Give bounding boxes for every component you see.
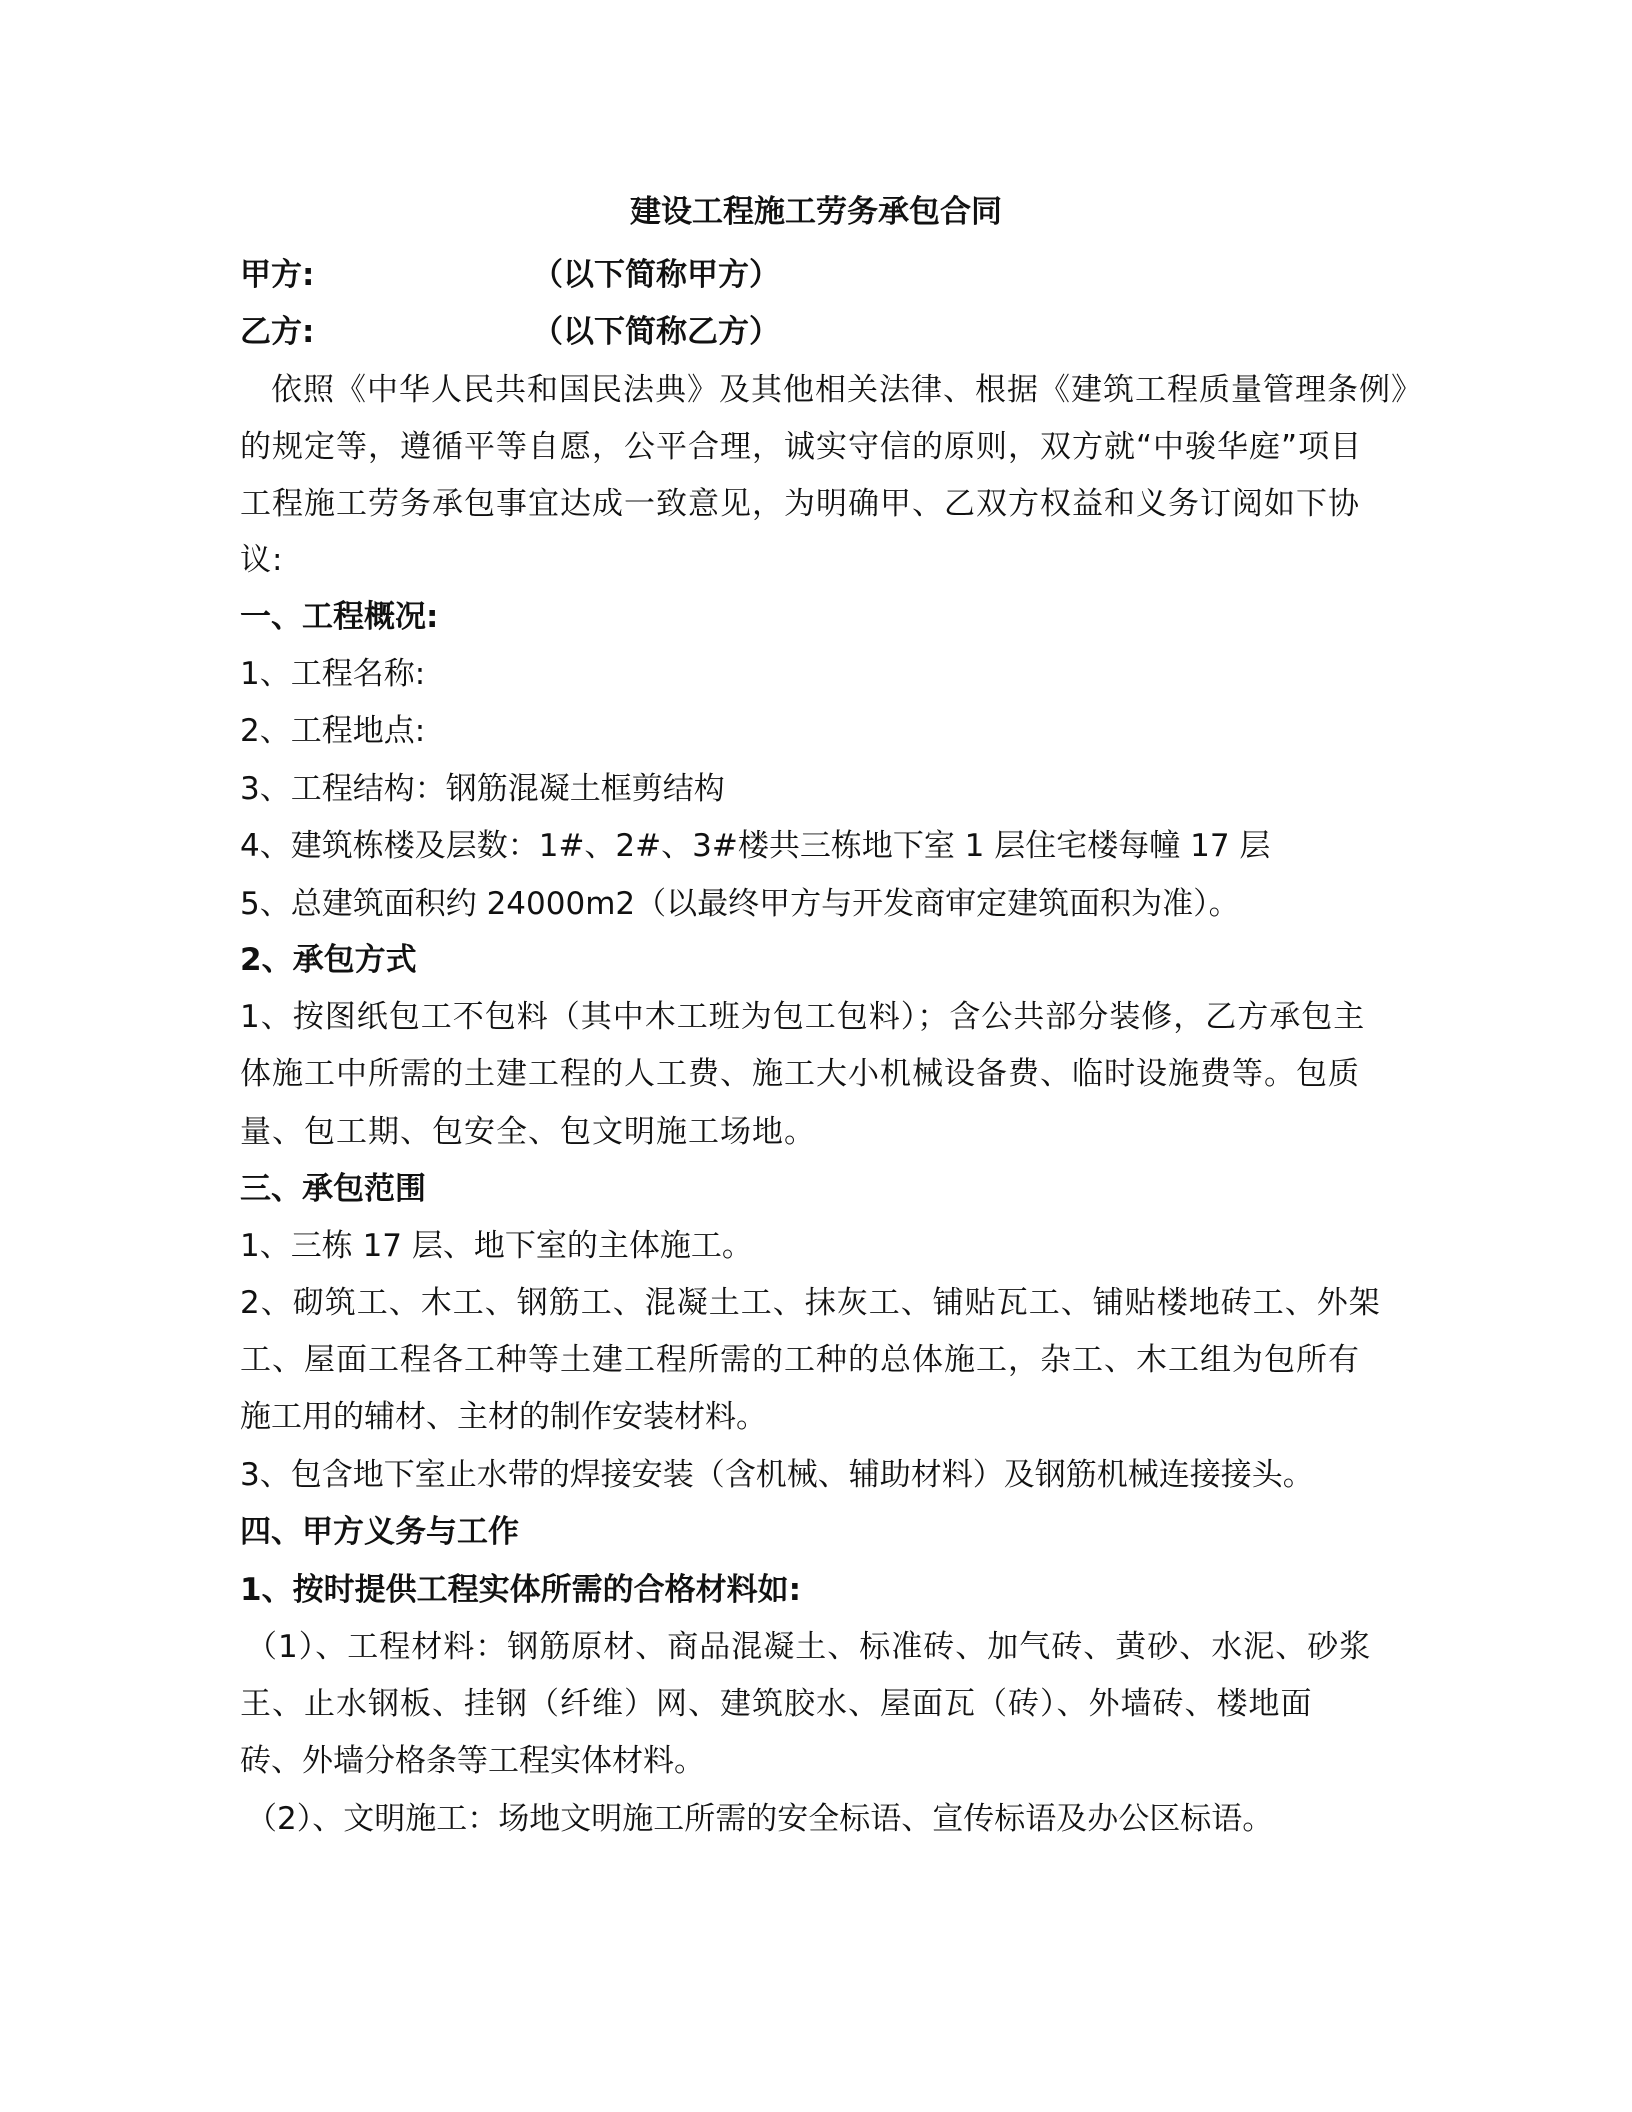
scope-line: 1、三栋 17 层、地下室的主体施工。 bbox=[240, 1228, 753, 1264]
overview-item: 2、工程地点: bbox=[240, 713, 426, 749]
overview-item: 3、工程结构：钢筋混凝土框剪结构 bbox=[240, 771, 725, 807]
section-heading-party-a-duties: 四、甲方义务与工作 bbox=[240, 1514, 519, 1550]
contract-method-line: 1、按图纸包工不包料（其中木工班为包工包料）；含公共部分装修，乙方承包主 bbox=[240, 999, 1366, 1035]
section-heading-contract-method: 2、承包方式 bbox=[240, 942, 417, 978]
contract-method-line: 体施工中所需的土建工程的人工费、施工大小机械设备费、临时设施费等。包质 bbox=[240, 1056, 1360, 1092]
overview-item: 1、工程名称: bbox=[240, 656, 426, 692]
party-a-duties-line: 王、止水钢板、挂钢（纤维）网、建筑胶水、屋面瓦（砖）、外墙砖、楼地面 bbox=[240, 1686, 1313, 1722]
document-title: 建设工程施工劳务承包合同 bbox=[630, 194, 1002, 230]
scope-line: 3、包含地下室止水带的焊接安装（含机械、辅助材料）及钢筋机械连接接头。 bbox=[240, 1457, 1314, 1493]
scope-line: 施工用的辅材、主材的制作安装材料。 bbox=[240, 1399, 767, 1435]
party-a-duties-line: （1）、工程材料：钢筋原材、商品混凝土、标准砖、加气砖、黄砂、水泥、砂浆 bbox=[246, 1629, 1372, 1665]
party-a-duties-line: 砖、外墙分格条等工程实体材料。 bbox=[240, 1743, 705, 1779]
preamble-line: 依照《中华人民共和国民法典》及其他相关法律、根据《建筑工程质量管理条例》 bbox=[271, 372, 1423, 408]
contract-method-line: 量、包工期、包安全、包文明施工场地。 bbox=[240, 1114, 816, 1150]
overview-item: 4、建筑栋楼及层数：1#、2#、3#楼共三栋地下室 1 层住宅楼每幢 17 层 bbox=[240, 828, 1271, 864]
party-a-note: （以下简称甲方） bbox=[532, 257, 780, 293]
preamble-line: 议: bbox=[240, 542, 284, 578]
party-b-note: （以下简称乙方） bbox=[532, 314, 780, 350]
preamble-line: 工程施工劳务承包事宜达成一致意见，为明确甲、乙双方权益和义务订阅如下协 bbox=[240, 486, 1360, 522]
scope-line: 2、砌筑工、木工、钢筋工、混凝土工、抹灰工、铺贴瓦工、铺贴楼地砖工、外架 bbox=[240, 1285, 1381, 1321]
party-a-duties-line: （2）、文明施工：场地文明施工所需的安全标语、宣传标语及办公区标语。 bbox=[246, 1801, 1274, 1837]
party-b-label: 乙方: bbox=[240, 314, 315, 350]
overview-item: 5、总建筑面积约 24000m2（以最终甲方与开发商审定建筑面积为准）。 bbox=[240, 886, 1240, 922]
section-heading-scope: 三、承包范围 bbox=[240, 1171, 426, 1207]
party-a-label: 甲方: bbox=[240, 257, 315, 293]
scope-line: 工、屋面工程各工种等土建工程所需的工种的总体施工，杂工、木工组为包所有 bbox=[240, 1342, 1360, 1378]
party-a-duties-subheading: 1、按时提供工程实体所需的合格材料如: bbox=[240, 1572, 801, 1608]
section-heading-overview: 一、工程概况: bbox=[240, 599, 439, 635]
preamble-line: 的规定等，遵循平等自愿，公平合理，诚实守信的原则，双方就“中骏华庭”项目 bbox=[240, 429, 1363, 465]
